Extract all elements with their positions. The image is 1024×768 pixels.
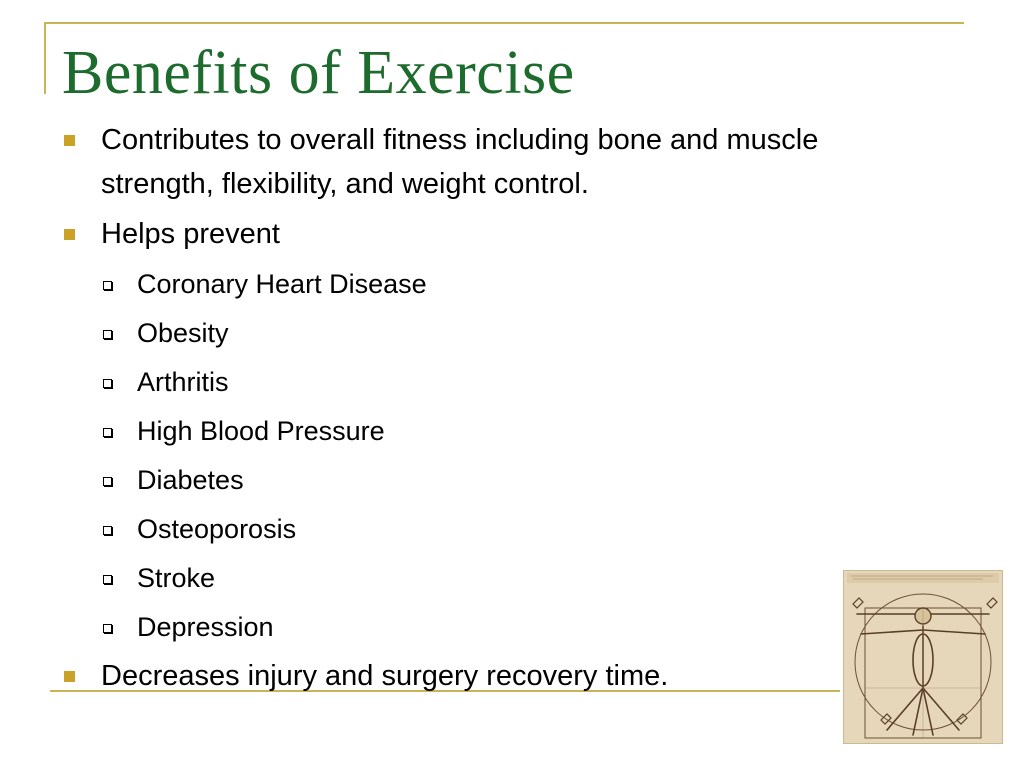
sub-item-text: High Blood Pressure xyxy=(137,416,385,446)
hollow-square-bullet-icon xyxy=(103,330,112,339)
bullet-item-fitness xyxy=(62,118,862,206)
hollow-square-bullet-icon xyxy=(103,428,112,437)
square-bullet-icon xyxy=(64,135,75,146)
sub-item-stroke xyxy=(62,556,862,600)
square-bullet-icon xyxy=(64,671,75,682)
sub-item-osteoporosis xyxy=(62,507,862,551)
hollow-square-bullet-icon xyxy=(103,477,112,486)
bullet-item-helps-prevent xyxy=(62,212,862,256)
bullet-text: Decreases injury and surgery recovery time. xyxy=(101,660,669,692)
sub-item-text: Diabetes xyxy=(137,465,244,495)
slide-title: Benefits of Exercise xyxy=(62,39,575,107)
bullet-item-recovery xyxy=(62,654,862,698)
vitruvian-man-image xyxy=(843,570,1003,744)
sub-item-text: Obesity xyxy=(137,318,229,348)
frame-left-line xyxy=(44,22,46,94)
sub-item-text: Depression xyxy=(137,612,274,642)
hollow-square-bullet-icon xyxy=(103,379,112,388)
sub-item-obesity xyxy=(62,311,862,355)
hollow-square-bullet-icon xyxy=(103,624,112,633)
sub-item-coronary xyxy=(62,262,862,306)
sub-item-text: Arthritis xyxy=(137,367,229,397)
hollow-square-bullet-icon xyxy=(103,281,112,290)
sub-item-blood-pressure xyxy=(62,409,862,453)
sub-item-arthritis xyxy=(62,360,862,404)
hollow-square-bullet-icon xyxy=(103,575,112,584)
square-bullet-icon xyxy=(64,229,75,240)
frame-top-line xyxy=(44,22,964,24)
sub-item-diabetes xyxy=(62,458,862,502)
hollow-square-bullet-icon xyxy=(103,526,112,535)
sub-item-text: Coronary Heart Disease xyxy=(137,269,427,299)
sub-item-text: Osteoporosis xyxy=(137,514,297,544)
bullet-list xyxy=(62,118,862,704)
sub-item-text: Stroke xyxy=(137,563,216,593)
bullet-text: Helps prevent xyxy=(101,218,280,250)
sub-item-depression xyxy=(62,605,862,649)
bullet-text: Contributes to overall fitness including bone and muscle strength, flexibility, and weight control. xyxy=(101,124,819,200)
